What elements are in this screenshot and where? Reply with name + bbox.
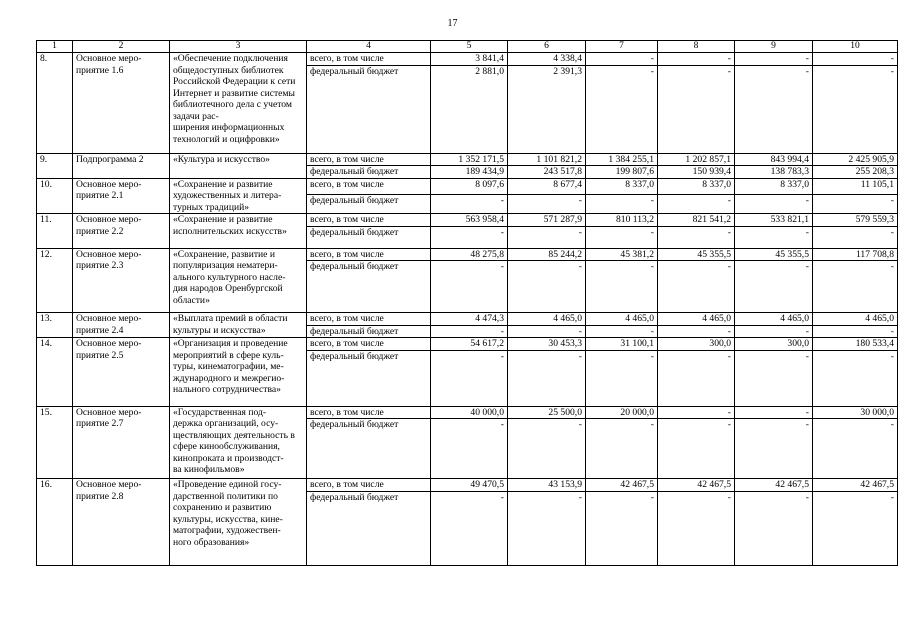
value-cell: 31 100,1 — [586, 338, 658, 351]
value-cell: - — [735, 419, 813, 479]
value-cell: 2 425 905,9 — [813, 153, 898, 166]
column-header: 9 — [735, 41, 813, 53]
funding-source: федеральный бюджет — [307, 350, 431, 406]
value-cell: - — [508, 325, 586, 338]
value-cell: 189 434,9 — [431, 166, 508, 179]
activity-type: Основное меро- приятие 2.7 — [73, 406, 170, 479]
value-cell: 2 391,3 — [508, 65, 586, 153]
value-cell: - — [658, 65, 735, 153]
value-cell: - — [735, 65, 813, 153]
value-cell: 20 000,0 — [586, 406, 658, 419]
activity-name: «Выплата премий в области культуры и искусства» — [170, 313, 307, 338]
value-cell: 4 338,4 — [508, 53, 586, 66]
value-cell: 255 208,3 — [813, 166, 898, 179]
value-cell: - — [508, 350, 586, 406]
budget-table — [36, 40, 898, 566]
funding-source: всего, в том числе — [307, 178, 431, 195]
funding-source: федеральный бюджет — [307, 166, 431, 179]
value-cell: - — [658, 325, 735, 338]
table-row-total — [37, 248, 898, 261]
funding-source: всего, в том числе — [307, 338, 431, 351]
value-cell: - — [508, 491, 586, 565]
value-cell: - — [431, 350, 508, 406]
value-cell: - — [658, 261, 735, 313]
value-cell: 30 000,0 — [813, 406, 898, 419]
value-cell: 40 000,0 — [431, 406, 508, 419]
table-row-total — [37, 479, 898, 492]
value-cell: 579 559,3 — [813, 214, 898, 227]
value-cell: - — [658, 491, 735, 565]
value-cell: - — [658, 419, 735, 479]
value-cell: - — [658, 53, 735, 66]
value-cell: 42 467,5 — [586, 479, 658, 492]
value-cell: - — [813, 226, 898, 248]
value-cell: - — [813, 261, 898, 313]
value-cell: - — [735, 406, 813, 419]
value-cell: - — [508, 195, 586, 214]
value-cell: 45 355,5 — [735, 248, 813, 261]
value-cell: - — [658, 406, 735, 419]
table-row-total — [37, 214, 898, 227]
value-cell: - — [735, 350, 813, 406]
funding-source: всего, в том числе — [307, 153, 431, 166]
funding-source: всего, в том числе — [307, 479, 431, 492]
value-cell: 45 355,5 — [658, 248, 735, 261]
value-cell: 563 958,4 — [431, 214, 508, 227]
value-cell: 8 337,0 — [586, 178, 658, 195]
value-cell: - — [658, 226, 735, 248]
table-row-total — [37, 178, 898, 195]
value-cell: 1 101 821,2 — [508, 153, 586, 166]
value-cell: - — [586, 491, 658, 565]
column-header: 1 — [37, 41, 73, 53]
value-cell: - — [813, 65, 898, 153]
value-cell: 571 287,9 — [508, 214, 586, 227]
value-cell: 810 113,2 — [586, 214, 658, 227]
funding-source: всего, в том числе — [307, 313, 431, 326]
value-cell: 54 617,2 — [431, 338, 508, 351]
page-number: 17 — [447, 18, 458, 29]
value-cell: - — [735, 226, 813, 248]
value-cell: 2 881,0 — [431, 65, 508, 153]
value-cell: - — [431, 226, 508, 248]
value-cell: 243 517,8 — [508, 166, 586, 179]
value-cell: - — [735, 195, 813, 214]
value-cell: 11 105,1 — [813, 178, 898, 195]
funding-source: федеральный бюджет — [307, 491, 431, 565]
row-number: 10. — [37, 178, 73, 214]
value-cell: 85 244,2 — [508, 248, 586, 261]
value-cell: 25 500,0 — [508, 406, 586, 419]
header-row — [37, 41, 898, 53]
value-cell: 8 337,0 — [658, 178, 735, 195]
value-cell: - — [508, 261, 586, 313]
activity-name: «Сохранение и развитие исполнительских искусств» — [170, 214, 307, 249]
activity-type: Основное меро- приятие 2.2 — [73, 214, 170, 249]
value-cell: - — [813, 53, 898, 66]
funding-source: всего, в том числе — [307, 406, 431, 419]
value-cell: - — [813, 195, 898, 214]
activity-type: Основное меро- приятие 2.4 — [73, 313, 170, 338]
row-number: 13. — [37, 313, 73, 338]
value-cell: 117 708,8 — [813, 248, 898, 261]
activity-name: «Сохранение, развитие и популяризация нематери- ального культурного насле- дия народов Оренбургской области» — [170, 248, 307, 313]
value-cell: 42 467,5 — [813, 479, 898, 492]
column-header: 7 — [586, 41, 658, 53]
activity-type: Основное меро- приятие 2.8 — [73, 479, 170, 566]
value-cell: 49 470,5 — [431, 479, 508, 492]
row-number: 12. — [37, 248, 73, 313]
funding-source: всего, в том числе — [307, 214, 431, 227]
column-header: 4 — [307, 41, 431, 53]
row-number: 14. — [37, 338, 73, 407]
value-cell: 1 352 171,5 — [431, 153, 508, 166]
value-cell: 4 465,0 — [586, 313, 658, 326]
value-cell: - — [431, 325, 508, 338]
table-row-total — [37, 313, 898, 326]
row-number: 9. — [37, 153, 73, 178]
value-cell: - — [431, 491, 508, 565]
value-cell: 300,0 — [735, 338, 813, 351]
table-row-total — [37, 53, 898, 66]
value-cell: 843 994,4 — [735, 153, 813, 166]
value-cell: 3 841,4 — [431, 53, 508, 66]
value-cell: - — [658, 350, 735, 406]
value-cell: 45 381,2 — [586, 248, 658, 261]
value-cell: 1 202 857,1 — [658, 153, 735, 166]
column-header: 6 — [508, 41, 586, 53]
activity-name: «Организация и проведение мероприятий в сфере куль- туры, кинематографии, ме- ждународного и межрегио- нального сотрудничества» — [170, 338, 307, 407]
value-cell: 4 465,0 — [813, 313, 898, 326]
funding-source: федеральный бюджет — [307, 195, 431, 214]
value-cell: 30 453,3 — [508, 338, 586, 351]
table-row-total — [37, 406, 898, 419]
table-row-total — [37, 338, 898, 351]
value-cell: 8 677,4 — [508, 178, 586, 195]
value-cell: 138 783,3 — [735, 166, 813, 179]
value-cell: - — [735, 325, 813, 338]
table-body — [37, 53, 898, 566]
value-cell: 4 465,0 — [658, 313, 735, 326]
row-number: 11. — [37, 214, 73, 249]
value-cell: 150 939,4 — [658, 166, 735, 179]
value-cell: 42 467,5 — [735, 479, 813, 492]
value-cell: - — [431, 419, 508, 479]
value-cell: - — [508, 226, 586, 248]
value-cell: - — [586, 325, 658, 338]
funding-source: федеральный бюджет — [307, 325, 431, 338]
column-header: 3 — [170, 41, 307, 53]
activity-type: Основное меро- приятие 2.5 — [73, 338, 170, 407]
activity-name: «Культура и искусство» — [170, 153, 307, 178]
column-header: 5 — [431, 41, 508, 53]
activity-name: «Сохранение и развитие художественных и литера- турных традиций» — [170, 178, 307, 214]
value-cell: 43 153,9 — [508, 479, 586, 492]
activity-type: Основное меро- приятие 1.6 — [73, 53, 170, 154]
activity-type: Основное меро- приятие 2.1 — [73, 178, 170, 214]
value-cell: - — [431, 261, 508, 313]
value-cell: - — [813, 491, 898, 565]
value-cell: 821 541,2 — [658, 214, 735, 227]
funding-source: федеральный бюджет — [307, 65, 431, 153]
funding-source: федеральный бюджет — [307, 226, 431, 248]
value-cell: - — [586, 65, 658, 153]
row-number: 8. — [37, 53, 73, 154]
value-cell: 4 465,0 — [508, 313, 586, 326]
value-cell: - — [658, 195, 735, 214]
activity-name: «Обеспечение подключения общедоступных библиотек Российской Федерации к сети Интернет и развитие системы библиотечного дела с учетом задачи рас- ширения информационных технологий и оцифровки» — [170, 53, 307, 154]
activity-name: «Государственная под- держка организаций, осу- ществляющих деятельность в сфере кинообслуживания, кинопроката и производст- ва кинофильмов» — [170, 406, 307, 479]
column-header: 10 — [813, 41, 898, 53]
funding-source: всего, в том числе — [307, 248, 431, 261]
value-cell: - — [813, 325, 898, 338]
value-cell: 1 384 255,1 — [586, 153, 658, 166]
value-cell: - — [586, 350, 658, 406]
value-cell: 199 807,6 — [586, 166, 658, 179]
funding-source: всего, в том числе — [307, 53, 431, 66]
value-cell: 533 821,1 — [735, 214, 813, 227]
value-cell: 180 533,4 — [813, 338, 898, 351]
value-cell: - — [431, 195, 508, 214]
value-cell: - — [735, 491, 813, 565]
activity-type: Основное меро- приятие 2.3 — [73, 248, 170, 313]
value-cell: 4 474,3 — [431, 313, 508, 326]
value-cell: - — [586, 419, 658, 479]
value-cell: - — [813, 419, 898, 479]
value-cell: 8 097,6 — [431, 178, 508, 195]
activity-name: «Проведение единой госу- дарственной политики по сохранению и развитию культуры, искусства, кине- матографии, художествен- ного образования» — [170, 479, 307, 566]
value-cell: - — [508, 419, 586, 479]
value-cell: - — [735, 53, 813, 66]
activity-type: Подпрограмма 2 — [73, 153, 170, 178]
funding-source: федеральный бюджет — [307, 261, 431, 313]
value-cell: - — [813, 350, 898, 406]
value-cell: - — [586, 226, 658, 248]
value-cell: - — [586, 195, 658, 214]
value-cell: 4 465,0 — [735, 313, 813, 326]
column-header: 2 — [73, 41, 170, 53]
row-number: 15. — [37, 406, 73, 479]
value-cell: 300,0 — [658, 338, 735, 351]
value-cell: 48 275,8 — [431, 248, 508, 261]
table-row-total — [37, 153, 898, 166]
column-header: 8 — [658, 41, 735, 53]
value-cell: 42 467,5 — [658, 479, 735, 492]
funding-source: федеральный бюджет — [307, 419, 431, 479]
value-cell: - — [735, 261, 813, 313]
value-cell: - — [586, 261, 658, 313]
row-number: 16. — [37, 479, 73, 566]
value-cell: - — [586, 53, 658, 66]
value-cell: 8 337,0 — [735, 178, 813, 195]
